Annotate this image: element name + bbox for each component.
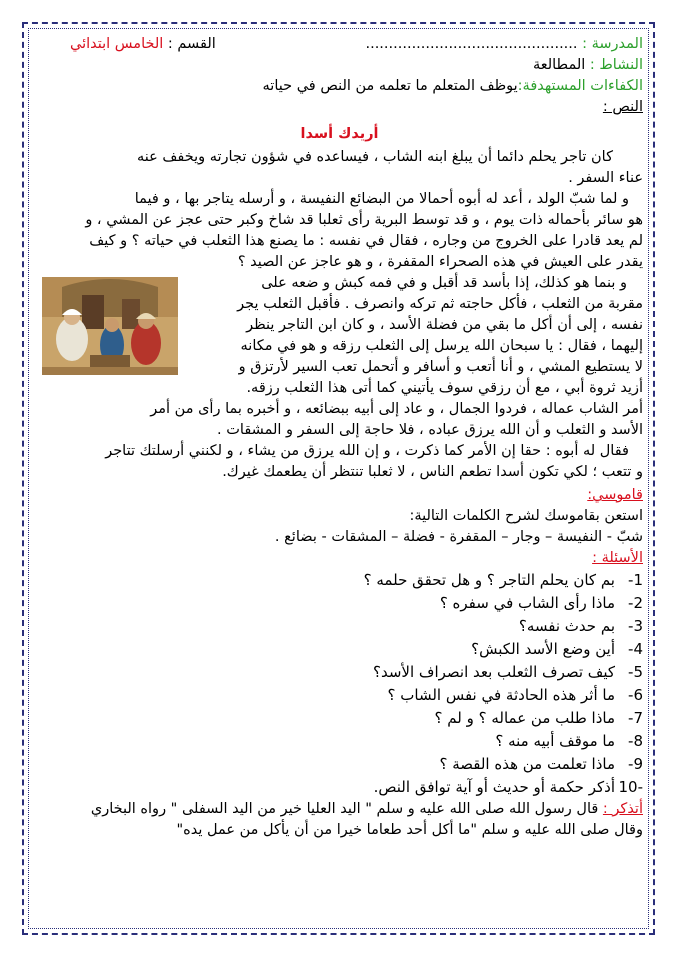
story-line: لا يستطيع المشي ، و أنا أتعب و أسافر و أتحمل تعب السير لأرتزق و [238, 359, 643, 375]
school-row [36, 34, 643, 55]
story-line: و بنما هو كذلك، إذا بأسد قد أقبل و في فمه كبش و ضعه على [261, 275, 627, 291]
story-line: و تتعب ؛ لكي تكون أسدا تطعم الناس ، لا ثعلبا تنتظر أن يطعمك غيرك. [222, 464, 643, 480]
remember-label: أتذكر : [602, 801, 643, 817]
class-label: القسم : [167, 36, 216, 52]
story-title: أريدك أسدا [300, 126, 379, 142]
story-illustration [42, 277, 178, 375]
remember-line1: قال رسول الله صلى الله عليه و سلم " اليد العليا خير من اليد السفلى " رواه البخاري [90, 801, 599, 817]
story-text [36, 147, 643, 483]
text-label: النص : [602, 99, 643, 115]
story-line: أزيد ثروة أبي ، مع أن رزقي سوف يأتيني كما أتى هذا الثعلب رزقه. [246, 380, 643, 396]
question-item: 1-بم كان يحلم التاجر ؟ و هل تحقق حلمه ؟ [363, 571, 643, 589]
question-item: 7-ماذا طلب من عماله ؟ و لم ؟ [434, 709, 643, 727]
remember-line2: وقال صلى الله عليه و سلم "ما أكل أحد طعاما خيرا من أن يأكل من عمل يده" [176, 822, 643, 838]
story-line: الأسد و الثعلب و أن الله يرزق عباده ، فلا حاجة إلى السفر و المشقات . [217, 422, 643, 438]
story-line: فقال له أبوه : حقا إن الأمر كما ذكرت ، و إن الله يرزق من يشاء ، و لكنني أرسلتك تتاجر [105, 443, 629, 459]
competency-row [36, 76, 643, 97]
worksheet [36, 34, 643, 841]
question-item: 6-ما أثر هذه الحادثة في نفس الشاب ؟ [387, 686, 643, 704]
competency-label: الكفاءات المستهدفة: [517, 78, 643, 94]
question-item: -10أذكر حكمة أو حديث أو آية توافق النص. [373, 778, 643, 796]
story-line: أمر الشاب عماله ، فردوا الجمال ، و عاد إلى أبيه ببضائعه ، و أخبره بما رأى من أمر [150, 401, 643, 417]
school-dots: .............................................. [365, 36, 578, 52]
story-line: نفسه ، إلى أن أكل ما بقي من فضلة الأسد ، و كان ابن التاجر ينظر [246, 317, 643, 333]
remember-row [36, 799, 643, 820]
activity-row [36, 55, 643, 76]
dictionary-instruction: استعن بقاموسك لشرح الكلمات التالية: [409, 508, 643, 524]
question-item: 5-كيف تصرف الثعلب بعد انصراف الأسد؟ [373, 663, 643, 681]
dictionary-label: قاموسي: [587, 487, 643, 503]
school-label: المدرسة : [582, 36, 643, 52]
question-item: 3-بم حدث نفسه؟ [518, 617, 643, 635]
activity-value: المطالعة [532, 57, 586, 73]
question-item: 2-ماذا رأى الشاب في سفره ؟ [439, 594, 643, 612]
story-line: عناء السفر . [568, 170, 643, 186]
class-value: الخامس ابتدائي [70, 36, 164, 52]
merchant-scene-image [42, 277, 178, 375]
story-line: كان تاجر يحلم دائما أن يبلغ ابنه الشاب ، فيساعده في شؤون تجارته ويخفف عنه [136, 149, 613, 165]
story-line: مقربة من الثعلب ، فأكل حاجته ثم تركه وانصرف . فأقبل الثعلب يجر [237, 296, 643, 312]
question-item: 4-أين وضع الأسد الكبش؟ [471, 640, 643, 658]
question-item: 9-ماذا تعلمت من هذه القصة ؟ [439, 755, 643, 773]
story-line: هو سائر بأحماله ذات يوم ، و قد توسط البرية رأى ثعلبا قد شاخ وكبر حتى عجز عن المشي ، و [85, 212, 643, 228]
dictionary-words: شبّ - النفيسة – وجار – المقفرة - فضلة – المشقات - بضائع . [274, 529, 643, 545]
competency-value: يوظف المتعلم ما تعلمه من النص في حياته [262, 78, 518, 94]
question-item: 8-ما موقف أبيه منه ؟ [495, 732, 643, 750]
activity-label: النشاط : [589, 57, 643, 73]
story-line: و لما شبّ الولد ، أعد له أبوه أحمالا من البضائع النفيسة ، و أرسله يتاجر بها ، و فيما [134, 191, 629, 207]
story-line: إليهما ، فقال : يا سبحان الله يرسل إلى الثعلب رزقه و هو في مكانه [240, 338, 643, 354]
questions-label: الأسئلة : [592, 550, 643, 566]
story-line: لم يعد قادرا على الخروج من وجاره ، فقال في نفسه : ما يصنع هذا الثعلب في حياته ؟ و كيف [89, 233, 643, 249]
questions-list [36, 569, 643, 799]
story-line: يقدر على العيش في هذه الصحراء المقفرة ، و هو عاجز عن الصيد ؟ [237, 254, 643, 270]
